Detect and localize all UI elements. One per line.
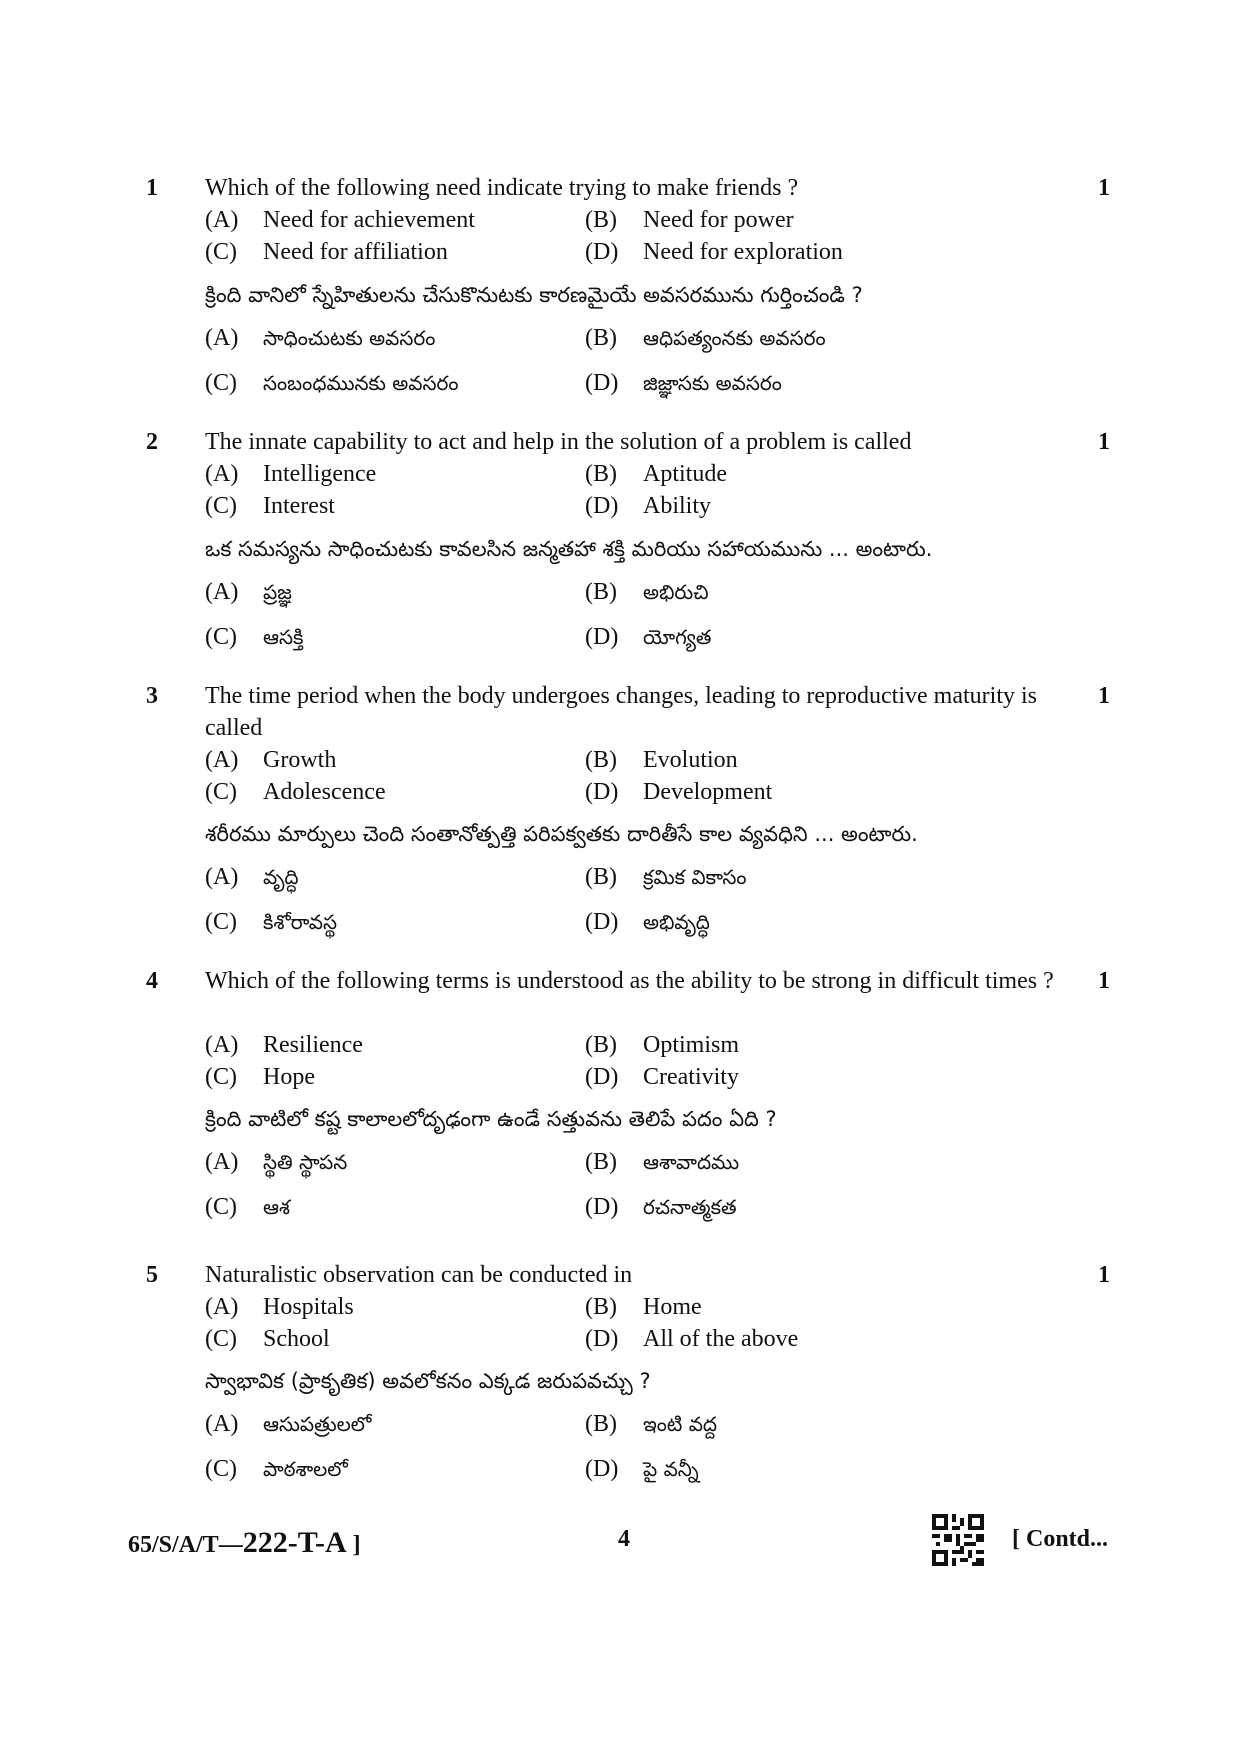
telugu-option-b: [585, 576, 709, 608]
option-label: (A): [205, 1032, 239, 1058]
option-label: (C): [205, 624, 237, 650]
option-text: Need for affiliation: [263, 239, 448, 265]
option-label: (C): [205, 909, 237, 935]
telugu-option-a: [205, 576, 292, 608]
option-label: (D): [585, 1064, 619, 1090]
option-text: Optimism: [643, 1032, 740, 1058]
option-label: (A): [205, 461, 239, 487]
option-label: (C): [205, 239, 237, 265]
option-text: ఆశ: [263, 1195, 290, 1219]
option-label: (B): [585, 864, 617, 890]
telugu-option-a: [205, 1146, 347, 1178]
option-text: అభిరుచి: [643, 580, 709, 604]
option-label: (B): [585, 1294, 617, 1320]
option-label: (A): [205, 1149, 239, 1175]
question-number: 1: [146, 175, 158, 201]
option-label: (C): [205, 779, 237, 805]
telugu-option-d: [585, 1191, 737, 1223]
option-text: Development: [643, 779, 773, 805]
option-text: All of the above: [643, 1326, 799, 1352]
option-label: (A): [205, 1294, 239, 1320]
option-text: Home: [643, 1294, 702, 1320]
option-a: [205, 204, 475, 236]
option-text: రచనాత్మకత: [643, 1195, 737, 1219]
option-label: (C): [205, 1326, 237, 1352]
option-b: [585, 204, 794, 236]
option-d: [585, 236, 843, 268]
option-text: Creativity: [643, 1064, 739, 1090]
question-marks: 1: [1098, 968, 1110, 994]
option-label: (C): [205, 1194, 237, 1220]
option-d: [585, 776, 772, 808]
option-text: ఆధిపత్యంనకు అవసరం: [643, 326, 826, 350]
option-b: [585, 458, 727, 490]
telugu-option-d: [585, 367, 782, 399]
question-number: 3: [146, 683, 158, 709]
option-a: [205, 458, 376, 490]
option-label: (A): [205, 1411, 239, 1437]
option-text: అభివృద్ధి: [643, 910, 710, 934]
option-label: (B): [585, 1032, 617, 1058]
option-d: [585, 1323, 798, 1355]
question-text: Which of the following need indicate trying to make friends ?: [205, 175, 799, 201]
option-c: [205, 1323, 330, 1355]
question-text: Naturalistic observation can be conducted in: [205, 1262, 633, 1288]
option-label: (D): [585, 909, 619, 935]
option-text: Ability: [643, 493, 712, 519]
page-number: 4: [618, 1526, 630, 1552]
option-label: (B): [585, 461, 617, 487]
option-text: పాఠశాలలో: [263, 1457, 348, 1481]
option-label: (D): [585, 779, 619, 805]
option-text: ఆశావాదము: [643, 1150, 740, 1174]
option-label: (A): [205, 325, 239, 351]
option-b: [585, 1291, 702, 1323]
option-text: పై వన్నీ: [643, 1457, 699, 1481]
option-text: School: [263, 1326, 330, 1352]
option-text: ఇంటి వద్ద: [643, 1412, 718, 1436]
option-label: (D): [585, 239, 619, 265]
option-label: (D): [585, 1194, 619, 1220]
option-text: Aptitude: [643, 461, 727, 487]
question-text: The innate capability to act and help in the solution of a problem is called: [205, 429, 912, 455]
telugu-option-c: [205, 367, 459, 399]
telugu-question-text: క్రింది వానిలో స్నేహితులను చేసుకొనుటకు కారణమైయే అవసరమును గుర్తించండి ?: [205, 283, 863, 307]
option-text: Need for power: [643, 207, 794, 233]
telugu-option-a: [205, 322, 435, 354]
option-label: (A): [205, 747, 239, 773]
option-label: (B): [585, 1411, 617, 1437]
question-marks: 1: [1098, 175, 1110, 201]
option-label: (B): [585, 747, 617, 773]
telugu-option-a: [205, 1408, 371, 1440]
option-text: Need for achievement: [263, 207, 475, 233]
question-text: The time period when the body undergoes changes, leading to reproductive maturity is called: [205, 683, 1037, 741]
option-d: [585, 490, 711, 522]
option-a: [205, 744, 336, 776]
option-text: సంబంధమునకు అవసరం: [263, 371, 459, 395]
telugu-question-text: ఒక సమస్యను సాధించుటకు కావలసిన జన్మతహా శక్తి మరియు సహాయమును ... అంటారు.: [205, 537, 933, 561]
paper-code-main: 222-T-A: [242, 1526, 347, 1559]
telugu-option-d: [585, 1453, 699, 1485]
option-c: [205, 776, 386, 808]
option-label: (D): [585, 1456, 619, 1482]
option-text: క్రమిక వికాసం: [643, 865, 747, 889]
option-label: (D): [585, 624, 619, 650]
option-text: Growth: [263, 747, 337, 773]
option-text: Interest: [263, 493, 335, 519]
option-text: Need for exploration: [643, 239, 843, 265]
paper-code-prefix: 65/S/A/T—: [128, 1532, 243, 1558]
telugu-option-a: [205, 861, 298, 893]
telugu-option-c: [205, 1191, 290, 1223]
question-number: 2: [146, 429, 158, 455]
option-label: (C): [205, 370, 237, 396]
option-text: కిశోరావస్థ: [263, 910, 338, 934]
option-a: [205, 1029, 363, 1061]
option-b: [585, 744, 738, 776]
telugu-option-b: [585, 1146, 739, 1178]
telugu-option-c: [205, 1453, 348, 1485]
option-text: Adolescence: [263, 779, 386, 805]
option-label: (C): [205, 1064, 237, 1090]
option-c: [205, 1061, 315, 1093]
option-c: [205, 490, 335, 522]
option-label: (A): [205, 207, 239, 233]
paper-code-suffix: ]: [346, 1532, 361, 1558]
option-text: స్థితి స్థాపన: [263, 1150, 348, 1174]
option-text: ప్రజ్ఞ: [263, 580, 292, 604]
telugu-question-text: స్వాభావిక (ప్రాకృతిక) అవలోకనం ఎక్కడ జరుపవచ్చు ?: [205, 1369, 651, 1393]
telugu-question-text: క్రింది వాటిలో కష్ట కాలాలలోదృఢంగా ఉండే సత్తువను తెలిపే పదం ఏది ?: [205, 1107, 777, 1131]
option-label: (A): [205, 579, 239, 605]
option-text: ఆసక్తి: [263, 625, 304, 649]
option-text: జిజ్ఞాసకు అవసరం: [643, 371, 782, 395]
option-text: Hope: [263, 1064, 315, 1090]
option-label: (D): [585, 370, 619, 396]
telugu-option-c: [205, 621, 303, 653]
option-text: సాధించుటకు అవసరం: [263, 326, 436, 350]
continued-label: [ Contd...: [1012, 1526, 1109, 1552]
question-marks: 1: [1098, 429, 1110, 455]
option-c: [205, 236, 448, 268]
telugu-question-text: శరీరము మార్పులు చెంది సంతానోత్పత్తి పరిపక్వతకు దారితీసే కాల వ్యవధిని ... అంటారు.: [205, 822, 918, 846]
option-text: ఆసుపత్రులలో: [263, 1412, 372, 1436]
question-marks: 1: [1098, 1262, 1110, 1288]
option-label: (B): [585, 207, 617, 233]
question-number: 5: [146, 1262, 158, 1288]
option-text: Hospitals: [263, 1294, 354, 1320]
option-label: (B): [585, 579, 617, 605]
question-number: 4: [146, 968, 158, 994]
option-b: [585, 1029, 739, 1061]
option-label: (B): [585, 1149, 617, 1175]
telugu-option-d: [585, 906, 710, 938]
telugu-option-b: [585, 1408, 717, 1440]
paper-code: [128, 1526, 361, 1560]
telugu-option-b: [585, 861, 747, 893]
qr-code-icon: [932, 1514, 984, 1566]
option-a: [205, 1291, 354, 1323]
option-label: (D): [585, 1326, 619, 1352]
telugu-option-d: [585, 621, 711, 653]
option-text: Resilience: [263, 1032, 363, 1058]
option-text: Evolution: [643, 747, 738, 773]
question-text: Which of the following terms is understood as the ability to be strong in difficult times ?: [205, 968, 1054, 994]
option-text: యోగ్యత: [643, 625, 712, 649]
option-label: (A): [205, 864, 239, 890]
option-text: వృద్ధి: [263, 865, 299, 889]
option-text: Intelligence: [263, 461, 377, 487]
telugu-option-b: [585, 322, 826, 354]
option-label: (B): [585, 325, 617, 351]
option-label: (C): [205, 493, 237, 519]
option-label: (C): [205, 1456, 237, 1482]
question-marks: 1: [1098, 683, 1110, 709]
option-d: [585, 1061, 739, 1093]
telugu-option-c: [205, 906, 337, 938]
option-label: (D): [585, 493, 619, 519]
